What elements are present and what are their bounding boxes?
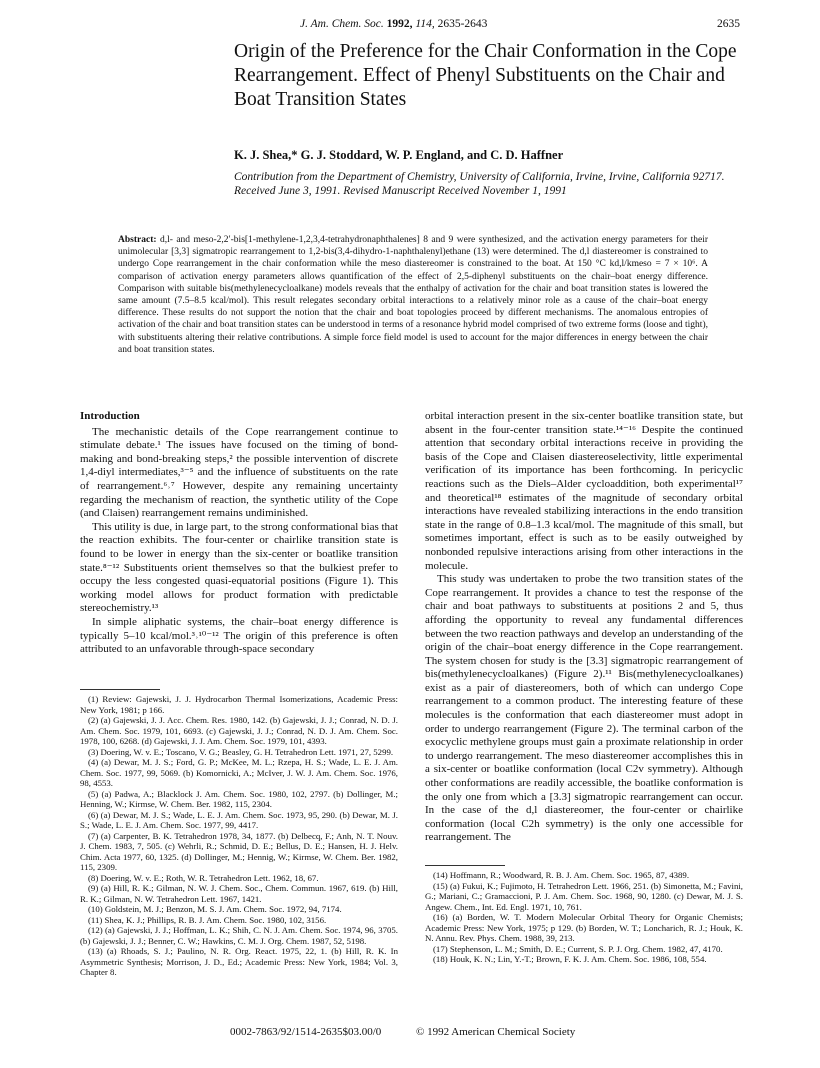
body-paragraph: In simple aliphatic systems, the chair–boat energy difference is typically 5–10 kcal/mol.³˒¹⁰⁻¹² The origin of this preference is often attributed to an unfavorable through-space secondary xyxy=(80,615,398,656)
reference-item: (13) (a) Rhoads, S. J.; Paulino, N. R. Org. React. 1975, 22, 1. (b) Hill, R. K. In Asymmetric Synthesis; Morrison, J. D., Ed.; Academic Press: New York, 1984; Vol. 3, Chapter 8. xyxy=(80,946,398,977)
reference-item: (14) Hoffmann, R.; Woodward, R. B. J. Am. Chem. Soc. 1965, 87, 4389. xyxy=(433,870,690,880)
reference-item: (10) Goldstein, M. J.; Benzon, M. S. J. Am. Chem. Soc. 1972, 94, 7174. xyxy=(88,904,342,914)
reference-item: (16) (a) Borden, W. T. Modern Molecular Orbital Theory for Organic Chemists; Academic Press: New York, 1975; p 129. (b) Borden, W. T.; Loncharich, R. J.; Houk, K. N. Annu. Rev. Phys. Chem. 1988, 39, 213. xyxy=(425,912,743,943)
abstract-text: d,l- and meso-2,2′-bis[1-methylene-1,2,3,4-tetrahydronaphthalenes] 8 and 9 were synthesized, and the activation energy parameters for their unimolecular [3,3] sigmatropic rearrangement to 1,2-bis(3,4-dihydro-1-naphthalenyl)ethane (13) were determined. The d,l diastereomer is constrained to undergo Cope rearrangement in the chair conformation while the meso diastereomer is constrained to the boat. At 150 °C kd,l/kmeso = 7 × 10⁶. A comparison of activation energy parameters allows quantification of the effect of 2,5-diphenyl substituents on the chair–boat energy difference. Comparison with suitable bis(methylenecycloalkane) models reveals that the enthalpy of activation for the chair and boat transition states is lowered the same amount (7.5–8.5 kcal/mol). This result relegates secondary orbital interactions to a relatively minor role as a cause of the chair–boat energy difference. These results do not support the notion that the chair and boat topologies proceed by different mechanisms. The anomalous entropies of activation of the chair and boat transition states can be understood in terms of a resonance hybrid model comprised of two extreme forms (loose and tight), with substituents altering their relative contributions. A simple force field model is used to account for the major differences in energy between the chair and boat transition states. xyxy=(118,235,709,355)
reference-item: (18) Houk, K. N.; Lin, Y.-T.; Brown, F. K. J. Am. Chem. Soc. 1986, 108, 554. xyxy=(433,954,707,964)
reference-item: (11) Shea, K. J.; Phillips, R. B. J. Am. Chem. Soc. 1980, 102, 3156. xyxy=(88,914,327,925)
reference-item: (6) (a) Dewar, M. J. S.; Wade, L. E. J. Am. Chem. Soc. 1973, 95, 290. (b) Dewar, M. J. S.; Wade, L. E. J. Am. Chem. Soc. 1977, 99, 4417. xyxy=(80,809,398,830)
body-paragraph: orbital interaction present in the six-center boatlike transition state, but absent in the four-center transition state.¹⁴⁻¹⁶ Despite the continued attention that secondary orbital interactions receive in providing the basis of the Cope and Claisen diastereoselectivity, little experimental verification of its importance has been forthcoming. In pericyclic reactions such as the Diels–Alder cycloaddition, both experimental¹⁷ and theoretical¹⁸ estimates of the magnitude of secondary orbital interactions have revealed stabilizing interactions in the endo transition state in the range of 0.8–1.3 kcal/mol. The magnitude of this small, but sometimes important, effect is such as to be easily outweighed by nonbonded repulsive interactions arising from other interactions in the molecule. xyxy=(425,410,743,572)
article-code: 0002-7863/92/1514-2635$03.00/0 xyxy=(230,1026,382,1038)
author-list: K. J. Shea,* G. J. Stoddard, W. P. England, and C. D. Haffner xyxy=(234,148,564,162)
copyright-notice: © 1992 American Chemical Society xyxy=(416,1026,576,1038)
reference-item: (4) (a) Dewar, M. J. S.; Ford, G. P.; McKee, M. L.; Rzepa, H. S.; Wade, L. E. J. Am. Chem. Soc. 1977, 99, 5069. (b) Komornicki, A.; McIver, J. W. J. Am. Chem. Soc. 1976, 98, 4553. xyxy=(80,757,398,788)
body-paragraph: The mechanistic details of the Cope rearrangement continue to stimulate debate.¹ The issues have focused on the timing of bond-making and bond-breaking steps,² the possible intervention of discrete 1,4-diyl intermediates,³⁻⁵ and the influence of substituents on the rate of rearrangement.⁶˒⁷ However, despite any remaining uncertainty regarding the mechanism of reaction, the synthetic utility of the Cope (and Claisen) rearrangement remains undiminished. xyxy=(80,425,398,520)
footnote-divider xyxy=(80,689,160,690)
footnote-divider xyxy=(425,865,505,866)
right-column xyxy=(425,410,743,845)
running-header xyxy=(80,18,740,34)
references-right xyxy=(425,865,743,965)
reference-item: (17) Stephenson, L. M.; Smith, D. E.; Current, S. P. J. Org. Chem. 1982, 47, 4170. xyxy=(433,943,723,954)
journal-pages: 2635-2643 xyxy=(437,18,488,30)
reference-item: (2) (a) Gajewski, J. J. Acc. Chem. Res. 1980, 142. (b) Gajewski, J. J.; Conrad, N. D. J. Am. Chem. Soc. 1979, 101, 6693. (c) Gajewski, J. J.; Conrad, N. D. J. Am. Chem. Soc. 1978, 100, 6268. (d) Gajewski, J. J. Am. Chem. Soc. 1979, 101, 4393. xyxy=(80,715,398,746)
reference-item: (9) (a) Hill, R. K.; Gilman, N. W. J. Chem. Soc., Chem. Commun. 1967, 619. (b) Hill, R. K.; Gilman, N. W. Tetrahedron Lett. 1967, 1421. xyxy=(80,883,398,904)
reference-item: (8) Doering, W. v. E.; Roth, W. R. Tetrahedron Lett. 1962, 18, 67. xyxy=(88,872,319,883)
journal-citation xyxy=(300,18,487,30)
reference-item: (12) (a) Gajewski, J. J.; Hoffman, L. K.; Shih, C. N. J. Am. Chem. Soc. 1974, 96, 3705. (b) Gajewski, J. J.; Benner, C. W.; Hawkins, C. M. J. Org. Chem. 1987, 52, 5198. xyxy=(80,925,398,946)
reference-item: (3) Doering, W. v. E.; Toscano, V. G.; Beasley, G. H. Tetrahedron Lett. 1971, 27, 5299. xyxy=(88,746,394,757)
journal-name: J. Am. Chem. Soc. xyxy=(300,18,384,30)
journal-year: 1992, xyxy=(386,18,413,30)
references-left xyxy=(80,689,398,978)
affiliation: Contribution from the Department of Chemistry, University of California, Irvine, Irvine, California 92717. Received June 3, 1991. Revised Manuscript Received November 1, 1991 xyxy=(234,171,725,197)
abstract xyxy=(118,234,708,356)
reference-item: (7) (a) Carpenter, B. K. Tetrahedron 1978, 34, 1877. (b) Delbecq, F.; Anh, N. T. Nouv. J. Chem. 1983, 7, 505. (c) Wehrli, R.; Schmid, D. E.; Bellus, D. E.; Hansen, H. J. Helv. Chim. Acta 1977, 60, 1325. (d) Dollinger, M.; Hennig, W.; Kirmse, W. Chem. Ber. 1982, 115, 2309. xyxy=(80,830,398,872)
left-column xyxy=(80,410,398,657)
reference-item: (1) Review: Gajewski, J. J. Hydrocarbon Thermal Isomerizations, Academic Press: New York, 1981; p 166. xyxy=(80,694,398,715)
body-paragraph: This study was undertaken to probe the two transition states of the Cope rearrangement. It provides a chance to test the response of the chair and boat pathways to substituents at positions 2 and 5, thus affording the opportunity to reveal any fundamental differences between the two reaction pathways and develop an understanding of the origin of the chair–boat energy difference in the Cope rearrangement. The system chosen for study is the [3.3] sigmatropic rearrangement of bis(methylenecycloalkanes) (Figure 2).¹¹ Bis(methylenecycloalkanes) exist as a pair of diastereomers, both of which can undergo Cope rearrangement to a common product. The interesting feature of these molecules is the conformation that each diastereomer must adopt in order to undergo rearrangement (Figure 2). The terminal carbon of the exocyclic methylene groups must gain a proximate relationship in order to undergo rearrangement. The meso diastereomer accomplishes this in a six-center or boatlike conformation (local C2v symmetry). Although other conformations are readily accessible, the boatlike conformation is the only one from which a [3.3] sigmatropic rearrangement can occur. In the case of the d,l diastereomer, the four-center or chairlike conformation (local C2h symmetry) is the only one accessible for rearrangement. The xyxy=(425,573,743,844)
reference-item: (5) (a) Padwa, A.; Blacklock J. Am. Chem. Soc. 1980, 102, 2797. (b) Dollinger, M.; Henning, W.; Kirmse, W. Chem. Ber. 1982, 115, 2304. xyxy=(80,788,398,809)
page-number: 2635 xyxy=(717,18,740,30)
body-paragraph: This utility is due, in large part, to the strong conformational bias that the reaction exhibits. The four-center or chairlike transition state is found to be lower in energy than the six-center or boatlike transition state.⁸⁻¹² Substituents orient themselves so that the bulkiest prefer to occupy the less congested quasi-equatorial positions (Figure 1). This working model allows for product formation with predictable stereochemistry.¹³ xyxy=(80,520,398,615)
article-title: Origin of the Preference for the Chair Conformation in the Cope Rearrangement. Effect of Phenyl Substituents on the Chair and Boat Transition States xyxy=(234,41,737,110)
reference-item: (15) (a) Fukui, K.; Fujimoto, H. Tetrahedron Lett. 1966, 251. (b) Simonetta, M.; Favini, G.; Mariani, C.; Gramaccioni, P. J. Am. Chem. Soc. 1968, 90, 1280. (c) Dewar, M. J. S. Angew. Chem., Int. Ed. Engl. 1971, 10, 761. xyxy=(425,880,743,912)
section-heading-introduction: Introduction xyxy=(80,410,140,422)
journal-volume: 114, xyxy=(415,18,435,30)
abstract-label: Abstract: xyxy=(118,235,157,245)
